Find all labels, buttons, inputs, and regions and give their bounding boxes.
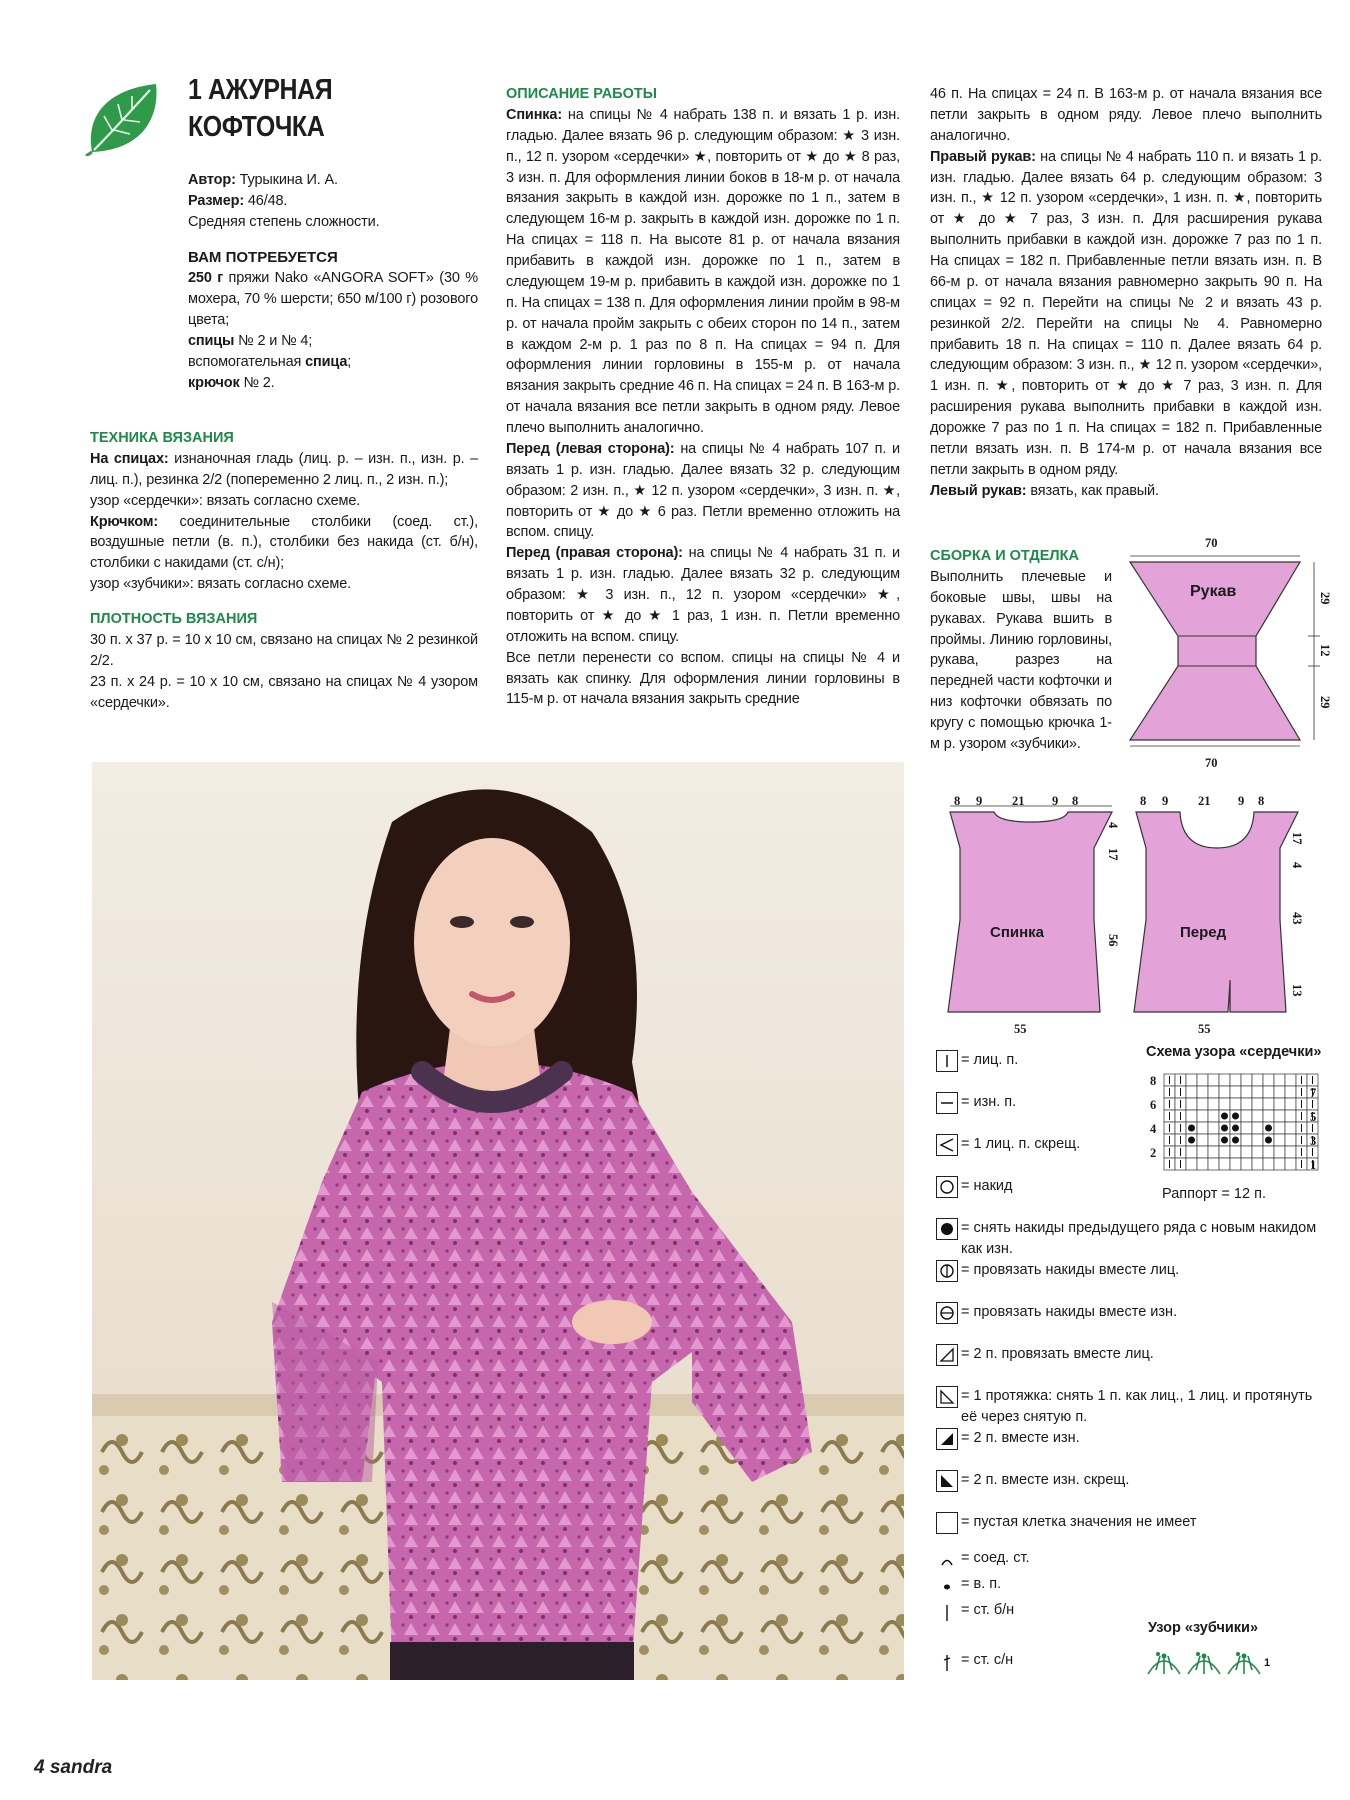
- meta-block: [188, 170, 478, 393]
- materials-needles: спицы № 2 и № 4;: [188, 332, 313, 349]
- legend-item: [936, 1092, 1326, 1114]
- front-right-dim-1: 17: [1290, 832, 1304, 845]
- legend-item: [936, 1600, 1326, 1626]
- front-right-dim-3: 43: [1290, 912, 1304, 925]
- sleeve-side-dim-3: 29: [1318, 696, 1332, 709]
- front-top-dim-3: 21: [1198, 794, 1211, 808]
- back-diagram: [944, 792, 1118, 1028]
- title-block: [188, 72, 488, 146]
- circle-vertical-icon: [936, 1260, 958, 1282]
- assembly-block: [930, 536, 1112, 755]
- front-top-dim-2: 9: [1162, 794, 1169, 808]
- legend-item-label: = 2 п. провязать вместе лиц.: [961, 1346, 1154, 1362]
- circle-horizontal-icon: [936, 1302, 958, 1324]
- legend-item: [936, 1050, 1326, 1072]
- legend-item-label: = 2 п. вместе изн.: [961, 1430, 1080, 1446]
- legend-item-label: = 2 п. вместе изн. скрещ.: [961, 1472, 1130, 1488]
- chart-row-8: 8: [1150, 1074, 1157, 1088]
- chart-row-1: 1: [1310, 1158, 1317, 1172]
- legend-item: [936, 1574, 1326, 1600]
- right-sleeve-text: Правый рукав: на спицы № 4 набрать 110 п. и вязать 1 р. изн. гладью. Далее вязать 64 р. следующим образом: 3 изн. п., ★ 12 п. узором «сердечки», 1 изн. п. ★, повторить от ★ до ★ 7 раз, 3 изн. п. Для расширения рукава выполнить прибавки в каждой изн. дорожке 7 раз по 1 п. На спицах = 182 п. Прибавленные петли вязать изн. п. В 66-м р. от начала вязания равномерно закрыть 90 п. На спицах = 92 п. Перейти на спицы № 2 и вязать 43 р. резинкой 2/2. Перейти на спицы № 4. Равномерно прибавить 18 п. На спицах = 110 п. Далее вязать 64 р. следующим образом: 3 изн. п., ★ 12 п. узором «сердечки», 1 изн. п. ★, повторить от ★ до ★ 7 раз, 3 изн. п. Для расширения рукава выполнить прибавки в каждой изн. дорожке 7 раз по 1 п. На спицах = 182 п. Прибавленные петли вязать изн. п. В 174-м р. от начала вязания все петли закрыть в одном ряду.: [930, 148, 1322, 478]
- legend-item: [936, 1302, 1326, 1324]
- legend-item: [936, 1386, 1326, 1428]
- sleeve-bottom-dim: 70: [1205, 756, 1218, 770]
- assembly-text: Выполнить плечевые и боковые швы, швы на рукавах. Рукава вшить в проймы. Линию горловины, рукава, разрез на передней части кофточки и низ кофточки обвязать по кругу с помощью крючка 1-м р. узором «зубчики».: [930, 568, 1112, 752]
- materials-heading: ВАМ ПОТРЕБУЕТСЯ: [188, 248, 338, 266]
- assembly-heading: СБОРКА И ОТДЕЛКА: [930, 548, 1079, 564]
- page-title-line1: 1 АЖУРНАЯ: [188, 74, 333, 106]
- legend-item-label: = 1 лиц. п. скрещ.: [961, 1136, 1081, 1152]
- legend-item-label: = снять накиды предыдущего ряда с новым накидом как изн.: [961, 1220, 1317, 1258]
- hearts-chart: [1150, 1070, 1320, 1178]
- back-top-dim-4: 9: [1052, 794, 1059, 808]
- arc-icon: [936, 1548, 958, 1574]
- back-text: Спинка: на спицы № 4 набрать 138 п. и вязать 1 р. изн. гладью. Далее вязать 96 р. следующим образом: ★ 3 изн. п., 12 п. узором «сердечки» ★, повторить от ★ до ★ 8 раз, 3 изн. п. Для оформления линии боков в 18-м р. от начала вязания закрыть в каждой изн. дорожке по 1 п., затем в следующем 16-м р. закрыть в каждой изн. дорожке по 1 п. На спицах = 118 п. На высоте 81 р. от начала вязания прибавить в каждой изн. дорожке по 1 п., затем в следующем 19-м р. прибавить в каждой изн. дорожке по 1 п. На спицах = 138 п. Для оформления линии пройм в 98-м р. от начала пройм закрыть с обеих сторон по 14 п., затем в каждом 2-м р. 1 раз по 8 п. На спицах = 94 п. Для оформления линии горловины в 155-м р. от начала вязания закрыть средние 46 п. На спицах = 24 п. В 163-м р. от начала вязания все петли закрыть в одном ряду. Левое плечо выполнить аналогично.: [506, 106, 900, 436]
- sleeve-diagram: [1118, 532, 1328, 772]
- back-right-dim-1: 4: [1106, 822, 1120, 829]
- front-diagram: [1130, 792, 1304, 1028]
- density-line2: 23 п. х 24 р. = 10 х 10 см, связано на спицах № 4 узором «сердечки».: [90, 673, 478, 711]
- left-sleeve-text: Левый рукав: вязать, как правый.: [930, 482, 1159, 499]
- back-label: Спинка: [990, 924, 1045, 941]
- chart-row-4: 4: [1150, 1122, 1157, 1136]
- author-line: Автор: Турыкина И. А.: [188, 172, 338, 188]
- model-photo-illustration: [92, 762, 904, 1680]
- back-top-dim-5: 8: [1072, 794, 1079, 808]
- legend-item: [936, 1344, 1326, 1366]
- filled-circle-icon: [936, 1218, 958, 1240]
- front-top-dim-1: 8: [1140, 794, 1147, 808]
- legend-item: [936, 1428, 1326, 1450]
- legend-item-label: = провязать накиды вместе изн.: [961, 1304, 1178, 1320]
- filled-triangle-left-icon: [936, 1470, 958, 1492]
- legend-item-label: = лиц. п.: [961, 1052, 1019, 1068]
- horizontal-bar-icon: [936, 1092, 958, 1114]
- filled-triangle-right-icon: [936, 1428, 958, 1450]
- chart-row-7: 7: [1310, 1086, 1317, 1100]
- model-photo: [92, 762, 904, 1680]
- back-top-dim-1: 8: [954, 794, 961, 808]
- front-bottom-dim: 55: [1198, 1022, 1211, 1036]
- description-block: [506, 76, 900, 710]
- legend-item: [936, 1176, 1326, 1198]
- front-left-text: Перед (левая сторона): на спицы № 4 набрать 107 п. и вязать 1 р. изн. гладью. Далее вязать 32 р. следующим образом: 2 изн. п., ★ 12 п. узором «сердечки», 3 изн. п. ★, повторить от ★ до ★ 6 раз. Петли временно отложить на вспом. спицу.: [506, 440, 901, 541]
- back-bottom-dim: 55: [1014, 1022, 1027, 1036]
- legend-item-label: = ст. с/н: [961, 1652, 1014, 1668]
- leaf-logo-icon: [84, 80, 164, 156]
- legend-item-label: = ст. б/н: [961, 1602, 1015, 1618]
- description-heading: ОПИСАНИЕ РАБОТЫ: [506, 86, 657, 102]
- technique-hearts: узор «сердечки»: вязать согласно схеме.: [90, 492, 361, 509]
- page-footer: 4 sandra: [34, 1757, 113, 1778]
- chart-row-3: 3: [1310, 1134, 1317, 1148]
- technique-hook: Крючком: соединительные столбики (соед. ст.), воздушные петли (в. п.), столбики без накида (ст. б/н), столбики с накидами (ст. с/н);: [90, 513, 478, 572]
- dot-icon: [936, 1574, 958, 1600]
- technique-teeth: узор «зубчики»: вязать согласно схеме.: [90, 576, 351, 593]
- page-title-line2: КОФТОЧКА: [188, 111, 325, 144]
- chart-row-2: 2: [1150, 1146, 1157, 1160]
- double-crochet-icon: [936, 1650, 958, 1676]
- legend-item: [936, 1548, 1326, 1574]
- single-crochet-icon: [936, 1600, 958, 1626]
- front-top-dim-5: 8: [1258, 794, 1265, 808]
- teeth-start-label: 1: [1264, 1657, 1271, 1669]
- repeat-label: Раппорт = 12 п.: [1162, 1186, 1266, 1202]
- circle-icon: [936, 1176, 958, 1198]
- front-right-dim-2: 4: [1290, 862, 1304, 869]
- technique-needles: На спицах: изнаночная гладь (лиц. р. – изн. п., изн. р. – лиц. п.), резинка 2/2 (попеременно 2 лиц. п., 2 изн. п.);: [90, 450, 478, 488]
- legend-item-label: = провязать накиды вместе лиц.: [961, 1262, 1180, 1278]
- triangle-left-icon: [936, 1386, 958, 1408]
- col3-cont: 46 п. На спицах = 24 п. В 163-м р. от начала вязания все петли закрыть в одном ряду. Левое плечо выполнить аналогично.: [930, 86, 1322, 144]
- triangle-right-icon: [936, 1344, 958, 1366]
- legend-item-label: = накид: [961, 1178, 1013, 1194]
- front-label: Перед: [1180, 924, 1227, 941]
- legend-item-label: = соед. ст.: [961, 1550, 1030, 1566]
- chart-row-6: 6: [1150, 1098, 1157, 1112]
- legend-item: [936, 1512, 1326, 1534]
- legend-item: [936, 1134, 1326, 1156]
- chart-title: Схема узора «сердечки»: [1146, 1044, 1322, 1060]
- legend-item-label: = 1 протяжка: снять 1 п. как лиц., 1 лиц. и протянуть её через снятую п.: [961, 1388, 1313, 1426]
- angle-icon: [936, 1134, 958, 1156]
- legend-item-label: = изн. п.: [961, 1094, 1017, 1110]
- front-top-dim-4: 9: [1238, 794, 1245, 808]
- sleeve-top-dim: 70: [1205, 536, 1218, 550]
- legend-item: [936, 1470, 1326, 1492]
- density-heading: ПЛОТНОСТЬ ВЯЗАНИЯ: [90, 611, 258, 627]
- all-loops-text: Все петли перенести со вспом. спицы на спицы № 4 и вязать как спинку. Для оформления линии горловины в 115-м р. от начала вязания закрыть средние: [506, 649, 900, 708]
- difficulty-line: Средняя степень сложности.: [188, 213, 380, 230]
- density-line1: 30 п. х 37 р. = 10 х 10 см, связано на спицах № 2 резинкой 2/2.: [90, 631, 478, 669]
- front-right-dim-4: 13: [1290, 984, 1304, 997]
- back-top-dim-3: 21: [1012, 794, 1025, 808]
- materials-hook: крючок № 2.: [188, 374, 275, 391]
- materials-yarn: 250 г пряжи Nako «ANGORA SOFT» (30 % мохера, 70 % шерсти; 650 м/100 г) розового цвета;: [188, 270, 478, 328]
- sleeve-side-dim-2: 12: [1318, 644, 1332, 657]
- teeth-pattern: [1144, 1644, 1274, 1684]
- technique-heading: ТЕХНИКА ВЯЗАНИЯ: [90, 430, 234, 446]
- legend-item: [936, 1260, 1326, 1282]
- technique-block: [90, 418, 478, 713]
- back-right-dim-3: 56: [1106, 934, 1120, 947]
- materials-aux: вспомогательная спица;: [188, 353, 352, 370]
- size-line: Размер: 46/48.: [188, 192, 288, 209]
- front-right-text: Перед (правая сторона): на спицы № 4 набрать 31 п. и вязать 1 р. изн. гладью. Далее вязать 32 р. следующим образом: ★ 3 изн. п., 12 п. узором «сердечки» ★, повторить от ★ до ★ 1 раз, 1 изн. п. Петли временно отложить на вспом. спицу.: [506, 545, 900, 645]
- sleeve-label: Рукав: [1190, 583, 1237, 600]
- back-right-dim-2: 17: [1106, 848, 1120, 861]
- empty-square-icon: [936, 1512, 958, 1534]
- legend-item-label: = пустая клетка значения не имеет: [961, 1514, 1197, 1530]
- back-top-dim-2: 9: [976, 794, 983, 808]
- vertical-bar-icon: [936, 1050, 958, 1072]
- legend-item: [936, 1218, 1326, 1260]
- col3-block: [930, 84, 1322, 502]
- teeth-title: Узор «зубчики»: [1148, 1620, 1259, 1636]
- sleeve-side-dim-1: 29: [1318, 592, 1332, 605]
- chart-row-5: 5: [1310, 1110, 1317, 1124]
- legend-item-label: = в. п.: [961, 1576, 1002, 1592]
